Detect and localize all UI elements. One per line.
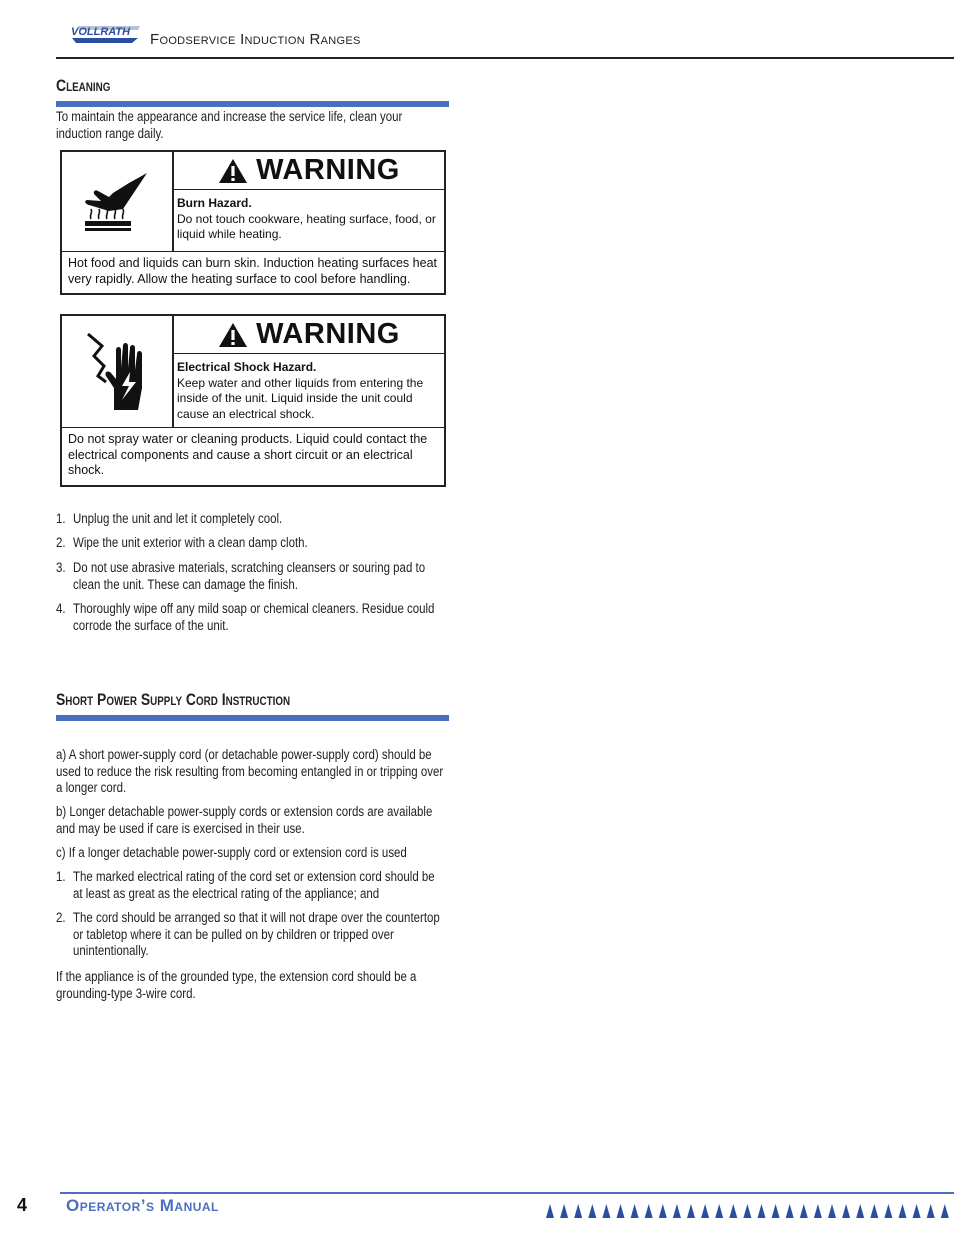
- triangle-mark: [729, 1204, 737, 1218]
- hazard-text: Keep water and other liquids from entering the inside of the unit. Liquid inside the unit could cause an electrical shock.: [177, 375, 424, 421]
- footer-divider: [60, 1192, 954, 1194]
- warning-banner-text: WARNING: [256, 154, 400, 186]
- warning-footnote: Hot food and liquids can burn skin. Induction heating surfaces heat very rapidly. Allow the heating surface to cool before handling.: [68, 256, 437, 286]
- triangle-mark: [645, 1204, 653, 1218]
- electrical-shock-warning: [60, 314, 446, 487]
- cleaning-heading: Cleaning: [56, 76, 111, 95]
- cord-paragraph-end: If the appliance is of the grounded type, the extension cord should be a grounding-type 3-wire cord.: [56, 969, 417, 1001]
- triangle-mark: [856, 1204, 864, 1218]
- triangle-mark: [659, 1204, 667, 1218]
- cord-paragraph-b: b) Longer detachable power-supply cords or extension cords are available and may be used if care is exercised in their use.: [56, 804, 433, 836]
- footer-title: Operator’s Manual: [66, 1196, 219, 1215]
- triangle-mark: [602, 1204, 610, 1218]
- vollrath-logo: [70, 22, 140, 44]
- electric-shock-hand-icon: [84, 332, 150, 412]
- triangle-mark: [588, 1204, 596, 1218]
- triangle-mark: [884, 1204, 892, 1218]
- triangle-mark: [574, 1204, 582, 1218]
- cord-heading: Short Power Supply Cord Instruction: [56, 690, 291, 709]
- warning-triangle-icon: [218, 322, 248, 348]
- cord-heading-rule: [56, 715, 449, 721]
- triangle-mark: [772, 1204, 780, 1218]
- cleaning-heading-rule: [56, 101, 449, 107]
- header-title: Foodservice Induction Ranges: [150, 31, 361, 48]
- burn-hazard-warning: [60, 150, 446, 295]
- triangle-mark: [927, 1204, 935, 1218]
- triangle-mark: [842, 1204, 850, 1218]
- cord-paragraph-a: a) A short power-supply cord (or detachable power-supply cord) should be used to reduce the risk resulting from becoming entangled in or tripping over a longer cord.: [56, 747, 444, 795]
- hazard-title: Electrical Shock Hazard.: [177, 360, 317, 374]
- triangle-mark: [758, 1204, 766, 1218]
- triangle-mark: [828, 1204, 836, 1218]
- cord-paragraph-c: c) If a longer detachable power-supply cord or extension cord is used: [56, 845, 407, 860]
- triangle-mark: [800, 1204, 808, 1218]
- triangle-mark: [913, 1204, 921, 1218]
- triangle-mark: [715, 1204, 723, 1218]
- triangle-mark: [870, 1204, 878, 1218]
- triangle-mark: [701, 1204, 709, 1218]
- svg-text:VOLLRATH: VOLLRATH: [71, 26, 131, 38]
- triangle-mark: [687, 1204, 695, 1218]
- triangle-mark: [617, 1204, 625, 1218]
- header-divider: [56, 57, 954, 59]
- warning-banner-text: WARNING: [256, 318, 400, 350]
- cleaning-intro: To maintain the appearance and increase the service life, clean your induction range daily.: [56, 109, 403, 141]
- triangle-mark: [899, 1204, 907, 1218]
- footer-triangle-decoration: [544, 1203, 954, 1219]
- triangle-mark: [941, 1204, 949, 1218]
- triangle-mark: [673, 1204, 681, 1218]
- hazard-title: Burn Hazard.: [177, 196, 252, 210]
- triangle-mark: [631, 1204, 639, 1218]
- hazard-text: Do not touch cookware, heating surface, food, or liquid while heating.: [177, 211, 436, 241]
- triangle-mark: [546, 1204, 554, 1218]
- page-number: 4: [17, 1195, 28, 1215]
- triangle-mark: [786, 1204, 794, 1218]
- warning-footnote: Do not spray water or cleaning products. Liquid could contact the electrical components and cause a short circuit or an electrical shock.: [68, 432, 428, 477]
- triangle-mark: [560, 1204, 568, 1218]
- triangle-mark: [743, 1204, 751, 1218]
- triangle-mark: [814, 1204, 822, 1218]
- burn-hand-icon: [79, 169, 155, 235]
- warning-triangle-icon: [218, 158, 248, 184]
